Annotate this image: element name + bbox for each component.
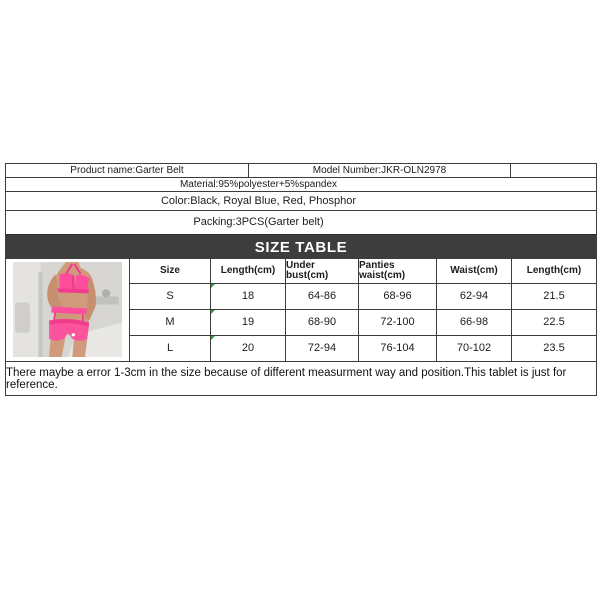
product-photo-illustration [13,262,122,357]
green-corner-marker-icon [211,284,215,288]
product-spec-sheet [5,163,597,396]
packing-label: Packing:3PCS(Garter belt) [6,210,596,234]
cell-m-size: M [129,309,210,335]
col-header-panties-waist: Panties waist(cm) [358,259,436,283]
col-header-waist: Waist(cm) [436,259,511,283]
cell-value: 20 [241,342,255,354]
green-corner-marker-icon [211,310,215,314]
cell-m-panties-waist: 72-100 [358,309,436,335]
product-photo [6,259,129,361]
color-label: Color:Black, Royal Blue, Red, Phosphor [6,191,596,210]
green-corner-marker-icon [211,336,215,340]
cell-l-length-2: 23.5 [511,335,596,361]
col-header-length: Length(cm) [210,259,285,283]
empty-cell [511,164,596,177]
cell-m-length [210,309,285,335]
cell-s-panties-waist: 68-96 [358,283,436,309]
size-table-title: SIZE TABLE [6,234,596,259]
info-row-product-model [6,164,596,177]
cell-m-under-bust: 68-90 [285,309,358,335]
cell-l-waist: 70-102 [436,335,511,361]
cell-l-length [210,335,285,361]
col-header-length-2: Length(cm) [511,259,596,283]
cell-l-size: L [129,335,210,361]
disclaimer-note: There maybe a error 1-3cm in the size because of different measurment way and position.This tablet is just for reference. [6,361,596,395]
cell-s-waist: 62-94 [436,283,511,309]
cell-m-length-2: 22.5 [511,309,596,335]
cell-s-length [210,283,285,309]
material-label: Material:95%polyester+5%spandex [6,177,596,191]
cell-s-under-bust: 64-86 [285,283,358,309]
cell-l-under-bust: 72-94 [285,335,358,361]
cell-l-panties-waist: 76-104 [358,335,436,361]
cell-m-waist: 66-98 [436,309,511,335]
col-header-under-bust: Under bust(cm) [285,259,358,283]
col-header-size: Size [129,259,210,283]
cell-s-size: S [129,283,210,309]
model-number-label: Model Number:JKR-OLN2978 [249,164,511,177]
cell-value: 18 [241,290,255,302]
product-name-label: Product name:Garter Belt [6,164,249,177]
cell-s-length-2: 21.5 [511,283,596,309]
size-table [6,259,596,361]
cell-value: 19 [241,316,255,328]
